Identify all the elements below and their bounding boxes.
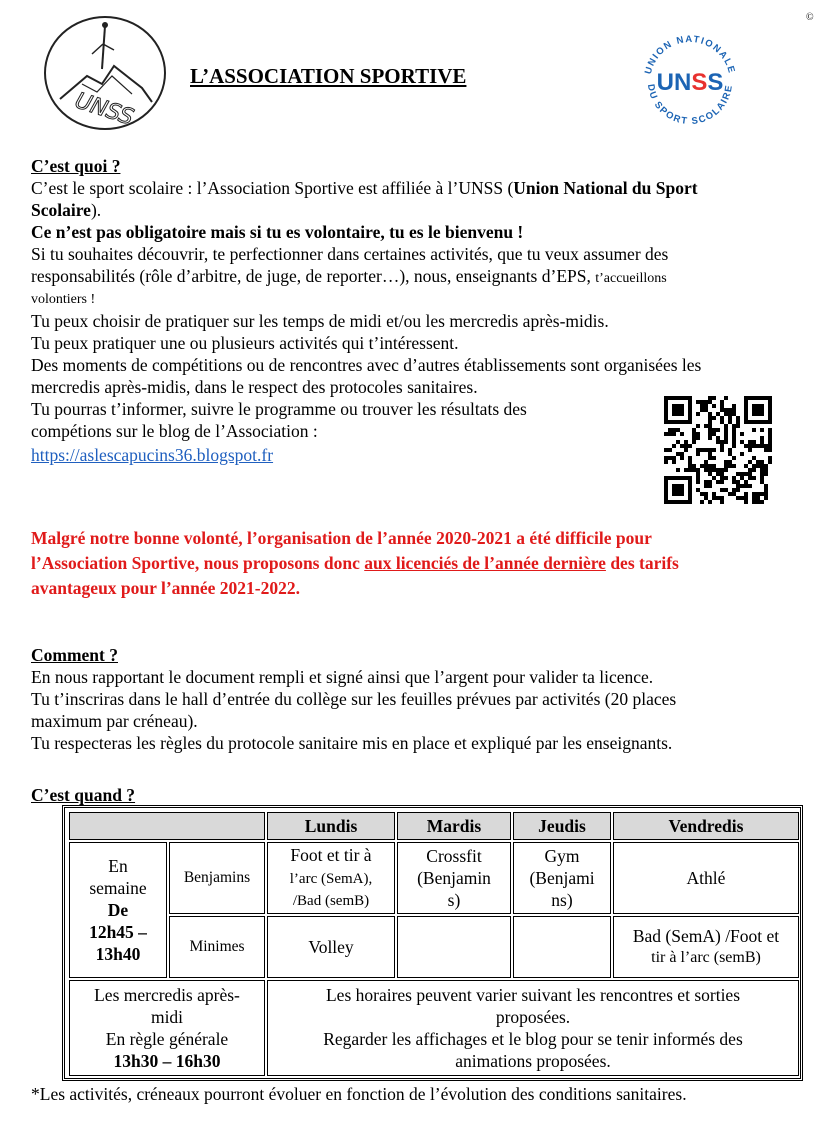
cell-benjamins-jeudi: Gym (Benjami ns): [513, 842, 611, 914]
header-blank: [69, 812, 265, 840]
quoi-line-2: Scolaire).: [31, 200, 102, 220]
cell-benjamins-mardi: Crossfit (Benjamin s): [397, 842, 511, 914]
cell-en-semaine: En semaine De 12h45 – 13h40: [69, 842, 167, 978]
quoi-line-12: compétions sur le blog de l’Association :: [31, 421, 318, 441]
heading-comment: Comment ?: [31, 645, 118, 665]
comment-line-4: Tu respecteras les règles du protocole sanitaire mis en place et expliqué par les enseignants.: [31, 733, 673, 753]
quoi-line-9: Des moments de compétitions ou de rencontres avec d’autres établissements sont organisées les: [31, 355, 702, 375]
quoi-line-7: Tu peux choisir de pratiquer sur les temps de midi et/ou les mercredis après-midis.: [31, 311, 609, 331]
svg-text:UNSS: UNSS: [71, 88, 137, 131]
header-jeudis: Jeudis: [513, 812, 611, 840]
quoi-line-3: Ce n’est pas obligatoire mais si tu es volontaire, tu es le bienvenu !: [31, 222, 524, 242]
blog-link[interactable]: https://aslescapucins36.blogspot.fr: [31, 445, 274, 465]
corner-mark: ©: [806, 12, 814, 23]
page-title: L’ASSOCIATION SPORTIVE: [190, 64, 467, 88]
header-vendredis: Vendredis: [613, 812, 799, 840]
section-comment: [31, 644, 811, 754]
qr-code: [664, 396, 772, 504]
cell-minimes-mardi: [397, 916, 511, 978]
heading-quoi: C’est quoi ?: [31, 156, 121, 176]
cell-benjamins-lundi: Foot et tir à l’arc (SemA), /Bad (semB): [267, 842, 395, 914]
heading-quand: C’est quand ?: [31, 785, 136, 805]
quoi-line-6: volontiers !: [31, 292, 96, 307]
cell-benjamins-vendredi: Athlé: [613, 842, 799, 914]
cell-minimes-lundi: Volley: [267, 916, 395, 978]
footnote: *Les activités, créneaux pourront évoluer en fonction de l’évolution des conditions sanitaires.: [31, 1084, 687, 1104]
cell-mercredi: Les mercredis après- midi En règle générale 13h30 – 16h30: [69, 980, 265, 1076]
logo-left: [42, 14, 168, 132]
svg-text:UNION NATIONALE: UNION NATIONALE: [642, 33, 738, 76]
quoi-line-11: Tu pourras t’informer, suivre le programme ou trouver les résultats des: [31, 399, 527, 419]
quoi-line-4: Si tu souhaites découvrir, te perfectionner dans certaines activités, que tu veux assumer des: [31, 244, 669, 264]
header-mardis: Mardis: [397, 812, 511, 840]
cell-mercredi-info: Les horaires peuvent varier suivant les rencontres et sorties proposées. Regarder les affichages et le blog pour se tenir informés des animations proposées.: [267, 980, 799, 1076]
cell-minimes-jeudi: [513, 916, 611, 978]
quoi-line-10: mercredis après-midis, dans le respect des protocoles sanitaires.: [31, 377, 478, 397]
comment-line-2: Tu t’inscriras dans le hall d’entrée du collège sur les feuilles prévues par activités (20 places: [31, 689, 677, 709]
notice: [31, 526, 811, 601]
schedule-table: [62, 805, 803, 1081]
cell-benjamins-label: Benjamins: [169, 842, 265, 914]
header-lundis: Lundis: [267, 812, 395, 840]
cell-minimes-vendredi: Bad (SemA) /Foot et tir à l’arc (semB): [613, 916, 799, 978]
comment-line-3: maximum par créneau).: [31, 711, 198, 731]
notice-line-1: Malgré notre bonne volonté, l’organisation de l’année 2020-2021 a été difficile pour: [31, 528, 652, 548]
svg-text:DU SPORT SCOLAIRE: DU SPORT SCOLAIRE: [644, 83, 736, 128]
comment-line-1: En nous rapportant le document rempli et signé ainsi que l’argent pour valider ta licence.: [31, 667, 654, 687]
notice-line-3: avantageux pour l’année 2021-2022.: [31, 578, 300, 598]
quoi-line-1: C’est le sport scolaire : l’Association Sportive est affiliée à l’UNSS (Union National du Sport: [31, 178, 698, 198]
logo-unss: [628, 20, 752, 144]
notice-line-2: l’Association Sportive, nous proposons donc aux licenciés de l’année dernière des tarifs: [31, 553, 679, 573]
quoi-line-5: responsabilités (rôle d’arbitre, de juge, de reporter…), nous, enseignants d’EPS, t’accueillons: [31, 266, 667, 286]
svg-text:UNSS: UNSS: [656, 69, 724, 96]
cell-minimes-label: Minimes: [169, 916, 265, 978]
quoi-line-8: Tu peux pratiquer une ou plusieurs activités qui t’intéressent.: [31, 333, 459, 353]
